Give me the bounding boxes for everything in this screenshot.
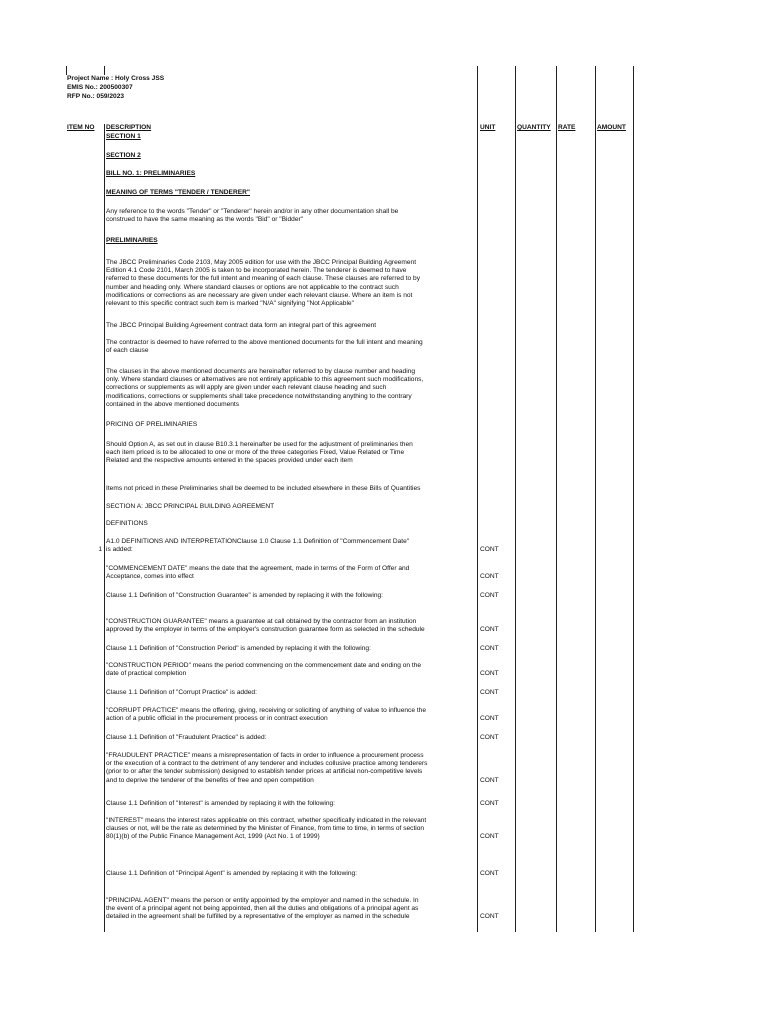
description-line: date of practical completion xyxy=(106,670,187,678)
description-line: "FRAUDULENT PRACTICE" means a misrepresentation of facts in order to influence a procurement process xyxy=(106,752,424,759)
unit-cell: CONT xyxy=(480,715,499,723)
rule-desc-top xyxy=(104,66,105,75)
rule-unit xyxy=(477,66,478,932)
description-line: referred to these documents for the full intent and meaning of each clause. These clauses are referred to by xyxy=(106,275,420,283)
description-line: "CORRUPT PRACTICE" means the offering, giving, receiving or soliciting of anything of value to influence the xyxy=(106,707,426,714)
description-line: Clause 1.1 Definition of "Corrupt Practice" is added: xyxy=(106,689,257,696)
description-line: detailed in the agreement shall be fulfilled by a representative of the employer as named in the schedule xyxy=(106,913,410,921)
description-line: number and heading only. Where standard clauses or options are not applicable to the contract such xyxy=(106,283,399,291)
unit-cell: CONT xyxy=(480,592,499,599)
unit-cell: CONT xyxy=(480,734,499,741)
unit-cell: CONT xyxy=(480,913,499,921)
description-line: contained in the above mentioned documents xyxy=(106,400,240,408)
description-line: Should Option A, as set out in clause B10.3.1 hereinafter be used for the adjustment of preliminaries then xyxy=(106,441,413,448)
description-line: A1.0 DEFINITIONS AND INTERPRETATIONClause 1.0 Clause 1.1 Definition of "Commencement Date" xyxy=(106,538,410,545)
description-line: MEANING OF TERMS "TENDER / TENDERER" xyxy=(106,189,250,196)
description-line: The clauses in the above mentioned documents are hereinafter referred to by clause number and heading xyxy=(106,368,415,375)
description-line: Items not priced in these Preliminaries shall be deemed to be included elsewhere in these Bills of Quantities xyxy=(106,485,421,492)
description-line: "PRINCIPAL AGENT" means the person or entity appointed by the employer and named in the schedule. In xyxy=(106,897,419,904)
description-line: of each clause xyxy=(106,347,149,355)
unit-cell: CONT xyxy=(480,833,499,841)
header-item-no: ITEM NO xyxy=(67,124,95,131)
description-line: DEFINITIONS xyxy=(106,520,148,527)
description-line: Clause 1.1 Definition of "Principal Agent" is amended by replacing it with the following: xyxy=(106,870,357,877)
description-line: "CONSTRUCTION PERIOD" means the period commencing on the commencement date and ending on the xyxy=(106,662,422,669)
description-line: The JBCC Preliminaries Code 2103, May 2005 edition for use with the JBCC Principal Building Agreement xyxy=(106,259,417,266)
description-line: SECTION 2 xyxy=(106,152,141,159)
project-name: Project Name : Holy Cross JSS xyxy=(67,75,165,82)
description-line: Any reference to the words "Tender" or "Tenderer" herein and/or in any other documentation shall be xyxy=(106,208,399,215)
item-number: 1 xyxy=(98,546,102,554)
header-unit: UNIT xyxy=(480,124,496,131)
emis-number: EMIS No.: 200500307 xyxy=(67,84,133,91)
unit-cell: CONT xyxy=(480,645,499,652)
description-line: is added: xyxy=(106,546,133,554)
description-line: (prior to or after the tender submission) designed to establish tender prices at artificial non-competitive levels xyxy=(106,768,423,776)
unit-cell: CONT xyxy=(480,670,499,678)
description-line: the event of a principal agent not being appointed, then all the duties and obligations of a principal agent as xyxy=(106,905,419,913)
description-line: approved by the employer in terms of the employer's construction guarantee form as selected in the schedule xyxy=(106,626,425,634)
rule-amount xyxy=(595,66,596,932)
description-line: relevant to this specific contract such item is marked "N/A" signifying "Not Applicable" xyxy=(106,300,354,307)
rfp-number: RFP No.: 059/2023 xyxy=(67,93,125,100)
rule-desc xyxy=(104,124,105,932)
header-quantity: QUANTITY xyxy=(517,124,551,131)
rule-rate xyxy=(556,66,557,932)
description-line: action of a public official in the procurement process or in contract execution xyxy=(106,715,328,723)
description-line: Edition 4.1 Code 2101, March 2005 is taken to be incorporated herein. The tenderer is deemed to have xyxy=(106,267,407,275)
unit-cell: CONT xyxy=(480,546,499,554)
description-line: modifications, corrections or supplements shall take precedence notwithstanding anything to the contrary xyxy=(106,392,412,400)
rule-left-top xyxy=(66,66,67,75)
description-line: construed to have the same meaning as the words "Bid" or "Bidder" xyxy=(106,216,304,224)
description-line: modifications or corrections as are necessary are given under each relevant clause. Where an item is not xyxy=(106,291,413,299)
description-line: clauses or not, will be the rate as determined by the Minister of Finance, from time to time, in terms of section xyxy=(106,825,425,833)
description-line: BILL NO. 1: PRELIMINARIES xyxy=(106,170,196,177)
header-rate: RATE xyxy=(558,124,576,131)
description-line: Clause 1.1 Definition of "Fraudulent Practice" is added: xyxy=(106,734,267,741)
rule-right xyxy=(633,66,634,932)
description-line: SECTION 1 xyxy=(106,133,141,140)
description-line: The JBCC Principal Building Agreement contract data form an integral part of this agreement xyxy=(106,322,377,329)
description-line: "COMMENCEMENT DATE" means the date that the agreement, made in terms of the Form of Offer and xyxy=(106,565,410,572)
unit-cell: CONT xyxy=(480,573,499,581)
description-line: Related and the respective amounts entered in the spaces provided under each item xyxy=(106,457,353,465)
description-line: Clause 1.1 Definition of "Construction Period" is amended by replacing it with the following: xyxy=(106,645,371,652)
unit-cell: CONT xyxy=(480,626,499,634)
header-amount: AMOUNT xyxy=(597,124,626,131)
unit-cell: CONT xyxy=(480,776,499,784)
unit-cell: CONT xyxy=(480,689,499,696)
description-line: PRELIMINARIES xyxy=(106,237,158,244)
description-line: Clause 1.1 Definition of "Construction Guarantee" is amended by replacing it with the following: xyxy=(106,592,384,599)
description-line: "INTEREST" means the interest rates applicable on this contract, whether specifically indicated in the relevant xyxy=(106,817,427,824)
description-line: Clause 1.1 Definition of "Interest" is amended by replacing it with the following: xyxy=(106,800,335,807)
rule-quantity xyxy=(515,66,516,932)
description-line: or the execution of a contract to the detriment of any tenderer and includes collusive practice among tenderers xyxy=(106,760,428,768)
description-line: only. Where standard clauses or alternatives are not entirely applicable to this agreement such modifications, xyxy=(106,376,424,384)
description-line: Acceptance, comes into effect xyxy=(106,573,194,581)
description-line: 80(1)(b) of the Public Finance Management Act, 1999 (Act No. 1 of 1999) xyxy=(106,833,320,841)
description-line: PRICING OF PRELIMINARIES xyxy=(106,421,198,428)
description-line: corrections or supplements as will apply are given under each relevant clause heading and such xyxy=(106,384,387,392)
description-line: SECTION A: JBCC PRINCIPAL BUILDING AGREEMENT xyxy=(106,503,275,510)
description-line: and to deprive the tenderer of the benefits of free and open competition xyxy=(106,776,314,784)
description-line: each item priced is to be allocated to one or more of the three categories Fixed, Value Related or Time xyxy=(106,449,405,457)
unit-cell: CONT xyxy=(480,800,499,807)
header-description: DESCRIPTION xyxy=(106,124,152,131)
unit-cell: CONT xyxy=(480,870,499,877)
description-line: The contractor is deemed to have referred to the above mentioned documents for the full intent and meaning xyxy=(106,339,423,346)
description-line: "CONSTRUCTION GUARANTEE" means a guarantee at call obtained by the contractor from an institution xyxy=(106,618,417,625)
